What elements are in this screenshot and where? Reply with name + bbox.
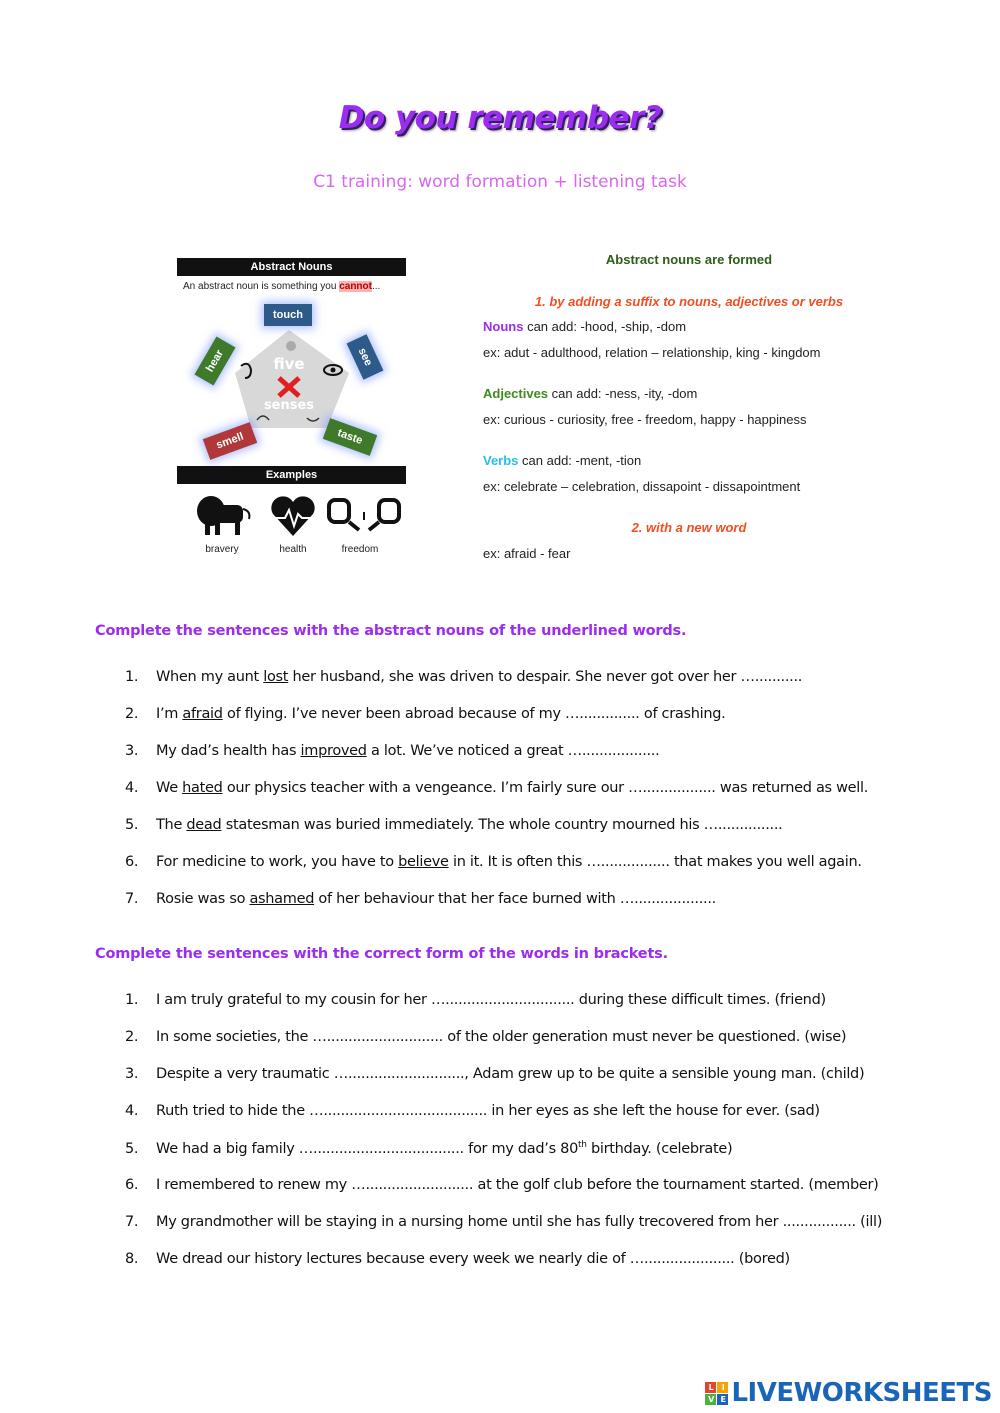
- exercise-sentence: 2. I’m afraid of flying. I’ve never been abroad because of my ….............. of crashing.: [125, 706, 726, 722]
- exercise-sentence: 5. The dead statesman was buried immediately. The whole country mourned his …...............: [125, 817, 783, 833]
- infographic-definition: An abstract noun is something you cannot...: [183, 281, 381, 292]
- page-subtitle: C1 training: word formation + listening task: [313, 172, 687, 192]
- exercise-sentence: 8. We dread our history lectures because every week we nearly die of …..................... (bored): [125, 1251, 790, 1267]
- sense-smell: smell: [203, 422, 258, 460]
- rule-two: 2. with a new word: [631, 520, 747, 535]
- example-label: bravery: [205, 544, 239, 555]
- exercise-sentence: 6. I remembered to renew my …......................... at the golf club before the tournament started. (member): [125, 1177, 879, 1193]
- rules-heading: Abstract nouns are formed: [605, 252, 773, 267]
- liveworksheets-logo[interactable]: [705, 1378, 992, 1408]
- adjectives-example: ex: curious - curiosity, free - freedom, happy - happiness: [483, 412, 807, 427]
- page-title: Do you remember?: [338, 100, 662, 136]
- broken-chains-icon: [325, 494, 403, 538]
- adjectives-rule: Adjectives can add: -ness, -ity, -dom: [483, 386, 698, 401]
- cannot-highlight: cannot: [339, 281, 372, 292]
- rule-one: 1. by adding a suffix to nouns, adjectives or verbs: [534, 294, 844, 309]
- exercise-one-instruction: Complete the sentences with the abstract nouns of the underlined words.: [95, 623, 687, 639]
- verbs-example: ex: celebrate – celebration, dissapoint - dissapointment: [483, 479, 801, 494]
- heart-icon: [269, 494, 317, 538]
- exercise-sentence: 4. We hated our physics teacher with a vengeance. I’m fairly sure our …................. was returned as well.: [125, 780, 869, 796]
- sense-touch: touch: [264, 304, 312, 326]
- rule-two-example: ex: afraid - fear: [483, 546, 571, 561]
- center-senses: senses: [263, 398, 315, 413]
- sense-hear: hear: [194, 336, 235, 385]
- exercise-sentence: 3. Despite a very traumatic …..........................., Adam grew up to be quite a sensible young man. (child): [125, 1066, 865, 1082]
- exercise-sentence: 2. In some societies, the …........................... of the older generation must never be questioned. (wise): [125, 1029, 847, 1045]
- nouns-rule: Nouns can add: -hood, -ship, -dom: [483, 319, 687, 334]
- exercise-sentence: 6. For medicine to work, you have to believe in it. It is often this …................ that makes you well again.: [125, 854, 862, 870]
- exercise-sentence: 4. Ruth tried to hide the …...................................... in her eyes as she left the house for ever. (sad): [125, 1103, 820, 1119]
- infographic-top-bar: Abstract Nouns: [177, 258, 406, 276]
- examples-bar: Examples: [177, 466, 406, 484]
- nouns-example: ex: adut - adulthood, relation – relationship, king - kingdom: [483, 345, 821, 360]
- example-label: health: [279, 544, 307, 555]
- exercise-sentence: 7. Rosie was so ashamed of her behaviour that her face burned with …...................: [125, 891, 716, 907]
- verbs-rule: Verbs can add: -ment, -tion: [483, 453, 642, 468]
- exercise-sentence: 5. We had a big family …................................... for my dad’s 80th birthday. (celebrate): [125, 1140, 733, 1157]
- example-label: freedom: [341, 544, 379, 555]
- exercise-sentence: 7. My grandmother will be staying in a nursing home until she has fully trecovered from her ................. (ill): [125, 1214, 883, 1230]
- hand-icon: [286, 341, 296, 351]
- sense-see: see: [347, 334, 384, 380]
- logo-mark-icon: L I V E: [705, 1382, 728, 1405]
- exercise-sentence: 3. My dad’s health has improved a lot. We’ve noticed a great …..................: [125, 743, 660, 759]
- center-five: five: [273, 355, 305, 373]
- exercise-sentence: 1. I am truly grateful to my cousin for her ….............................. during these difficult times. (friend): [125, 992, 826, 1008]
- exercise-sentence: 1. When my aunt lost her husband, she was driven to despair. She never got over her …...........: [125, 669, 803, 685]
- lion-icon: [191, 491, 251, 539]
- abstract-nouns-infographic: [177, 258, 407, 558]
- logo-text: LIVEWORKSHEETS: [731, 1378, 992, 1408]
- sense-taste: taste: [323, 418, 378, 456]
- exercise-two-instruction: Complete the sentences with the correct form of the words in brackets.: [95, 946, 668, 962]
